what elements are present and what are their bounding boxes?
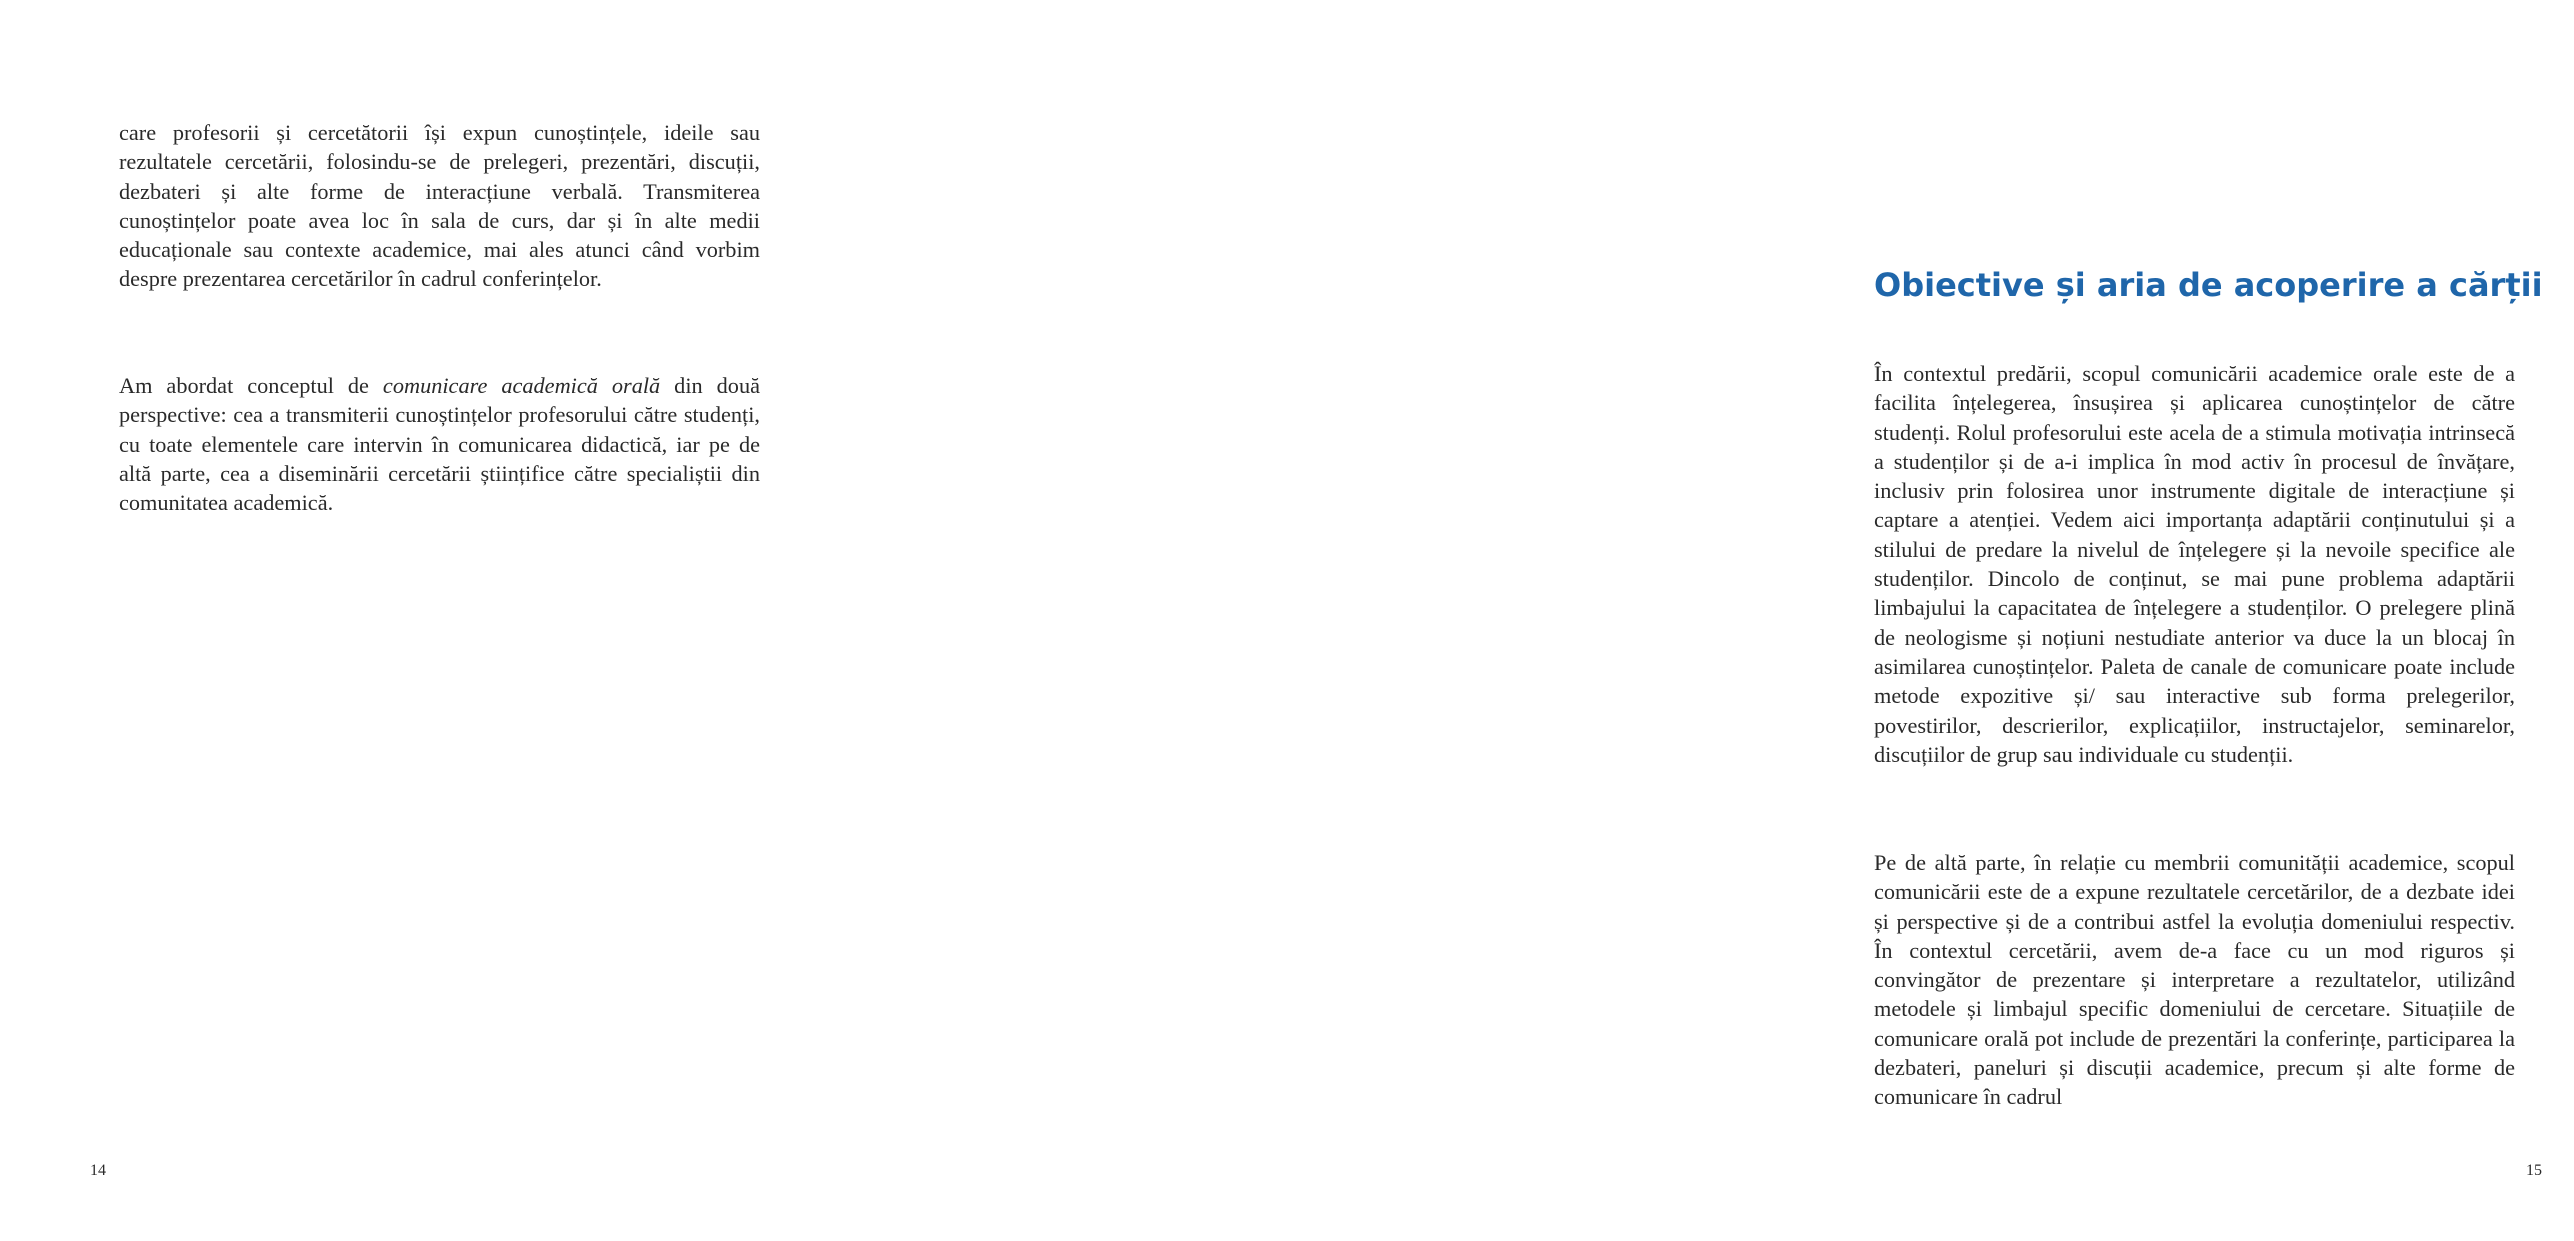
right-paragraph-2: Pe de altă parte, în relație cu membrii comunității academice, scopul comunicării este de a expune rezultatele cercetărilor, de a dezbate idei și perspective și de a contribui astfel la evoluția domeniului respectiv. În contextul cercetării, avem de-a face cu un mod riguros și convingător de prezentare și interpretare a rezultatelor, utilizând metodele și limbajul specific domeniului de cercetare. Situațiile de comunicare orală pot include de prezentări la conferințe, participarea la dezbateri, paneluri și discuții academice, precum și alte forme de comunicare în cadrul [1874, 850, 2515, 1110]
right-page [874, 0, 2543, 1241]
left-page [0, 0, 874, 1241]
left-paragraph-1: care profesorii și cercetătorii își expun cunoștințele, ideile sau rezultatele cercetării, folosindu-se de prelegeri, prezentări, discuții, dezbateri și alte forme de interacțiune verbală. Transmiterea cunoștințelor poate avea loc în sala de curs, dar și în alte medii educaționale sau contexte academice, mai ales atunci când vorbim despre prezentarea cercetărilor în cadrul conferințelor. [119, 120, 760, 292]
page-number-left: 14 [90, 1162, 106, 1179]
page-number-right: 15 [2526, 1162, 2542, 1179]
section-heading: Obiective și aria de acoperire a cărții [1874, 266, 2543, 304]
left-paragraph-2-italic-term: comunicare academică orală [382, 373, 661, 398]
left-paragraph-2 [119, 371, 760, 517]
left-paragraph-2-intro: Am abordat conceptul de [119, 373, 383, 398]
right-paragraph-1: În contextul predării, scopul comunicării academice orale este de a facilita înțelegerea, însușirea și aplicarea cunoștințelor de către studenți. Rolul profesorului este acela de a stimula motivația intrinsecă a studenților și de a-i implica în mod activ în procesul de învățare, inclusiv prin folosirea unor instrumente digitale de interacțiune și captare a atenției. Vedem aici importanța adaptării conținutului și a stilului de predare la nivelul de înțelegere și la nevoile specifice ale studenților. Dincolo de conținut, se mai pune problema adaptării limbajului la capacitatea de înțelegere a studenților. O prelegere plină de neologisme și noțiuni nestudiate anterior va duce la un blocaj în asimilarea cunoștințelor. Paleta de canale de comunicare poate include metode expozitive și/ sau interactive sub forma prelegerilor, povestirilor, descrierilor, explicațiilor, instructajelor, seminarelor, discuțiilor de grup sau individuale cu studenții. [1874, 361, 2515, 767]
left-paragraph-2-rest: din două perspective: cea a transmiterii cunoștințelor profesorului către studenți, cu toate elementele care intervin în comunicarea didactică, iar pe de altă parte, cea a diseminării cercetării științifice către specialiștii din comunitatea academică. [119, 373, 760, 516]
